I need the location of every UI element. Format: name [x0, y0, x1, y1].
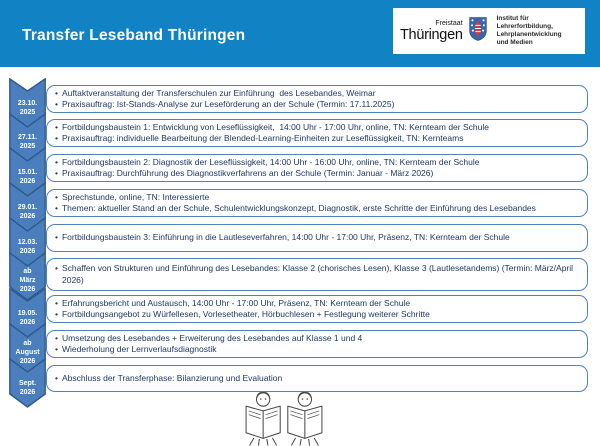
bullet-item: • Wiederholung der Lernverlaufsdiagnostik [55, 344, 579, 356]
date-label: 19.05. 2026 [17, 309, 38, 326]
timeline-entry-6 [46, 258, 588, 291]
bullet-item: • Sprechstunde, online, TN: Interessierte [55, 192, 579, 204]
institute-name: Institut für Lehrerfortbildung, Lehrplanentwicklung und Medien [496, 15, 562, 46]
date-label: 12.03. 2026 [17, 238, 38, 255]
page-title: Transfer Leseband Thüringen [22, 27, 246, 44]
date-label: 29.01. 2026 [17, 203, 38, 220]
bullet-item: • Fortbildungsbaustein 3: Einführung in die Lautleseverfahren, 14:00 Uhr - 17:00 Uhr, Präsenz, TN: Kernteam der Schule [55, 232, 579, 244]
timeline-entry-8 [46, 330, 588, 358]
date-label: ab März 2026 [19, 268, 36, 293]
bullet-item: • Erfahrungsbericht und Austausch, 14:00 Uhr - 17:00 Uhr, Präsenz, TN: Kernteam der Schule [55, 298, 579, 310]
bullet-item: • Praxisauftrag: Ist-Stands-Analyse zur Leseförderung an der Schule (Termin: 17.11.2025) [55, 99, 579, 111]
timeline-entry-3 [46, 154, 588, 182]
bullet-item: • Schaffen von Strukturen und Einführung des Lesebandes: Klasse 2 (chorisches Lesen), Klasse 3 (Lautlesetandems) (Termin: März/April 2026) [55, 263, 579, 286]
bullet-item: • Fortbildungsbaustein 2: Diagnostik der Leseflüssigkeit, 14:00 Uhr - 16:00 Uhr, online, TN: Kernteam der Schule [55, 157, 579, 169]
freistaat-label: Freistaat [435, 19, 463, 27]
bullet-item: • Praxisauftrag: Durchführung des Diagnostikverfahrens an der Schule (Termin: Januar - März 2026) [55, 168, 579, 180]
bullet-item: • Auftaktveranstaltung der Transferschulen zur Einführung des Lesebandes, Weimar [55, 88, 579, 100]
timeline-entry-4 [46, 189, 588, 217]
bullet-item: • Fortbildungsangebot zu Würfellesen, Vorlesetheater, Hörbuchlesen + Festlegung weiterer Schritte [55, 309, 579, 321]
bullet-item: • Umsetzung des Lesebandes + Erweiterung des Lesebandes auf Klasse 1 und 4 [55, 333, 579, 345]
thueringen-logo [393, 8, 585, 54]
children-reading-icon [238, 391, 330, 446]
timeline-entry-5 [46, 224, 588, 252]
bullet-item: • Themen: aktueller Stand an der Schule, Schulentwicklungskonzept, Diagnostik, erste Schritte der Einführung des Lesebandes [55, 203, 579, 215]
bullet-item: • Abschluss der Transferphase: Bilanzierung und Evaluation [55, 373, 579, 385]
date-marker-1 [9, 78, 46, 128]
timeline-entry-9 [46, 365, 588, 392]
freistaat-thueringen-wordmark [400, 20, 463, 43]
thueringen-label: Thüringen [400, 26, 463, 43]
slide-header [0, 0, 600, 67]
timeline-entry-2 [46, 119, 588, 147]
timeline-entry-7 [46, 295, 588, 323]
date-label: 23.10. 2025 [17, 99, 38, 116]
date-label: 15.01. 2026 [17, 168, 38, 185]
date-label: ab August 2026 [15, 340, 40, 365]
date-label: 27.11. 2025 [17, 133, 38, 150]
bullet-item: • Fortbildungsbaustein 1: Entwicklung von Leseflüssigkeit, 14:00 Uhr - 17:00 Uhr, online, TN: Kernteam der Schule [55, 122, 579, 134]
thuringia-coat-of-arms-icon [469, 17, 487, 46]
date-label: Sept. 2026 [18, 379, 37, 396]
bullet-item: • Praxisauftrag: individuelle Bearbeitung der Blended-Learning-Einheiten zur Leseflüssigkeit, TN: Kernteams [55, 133, 579, 145]
timeline-entry-1 [46, 85, 588, 113]
